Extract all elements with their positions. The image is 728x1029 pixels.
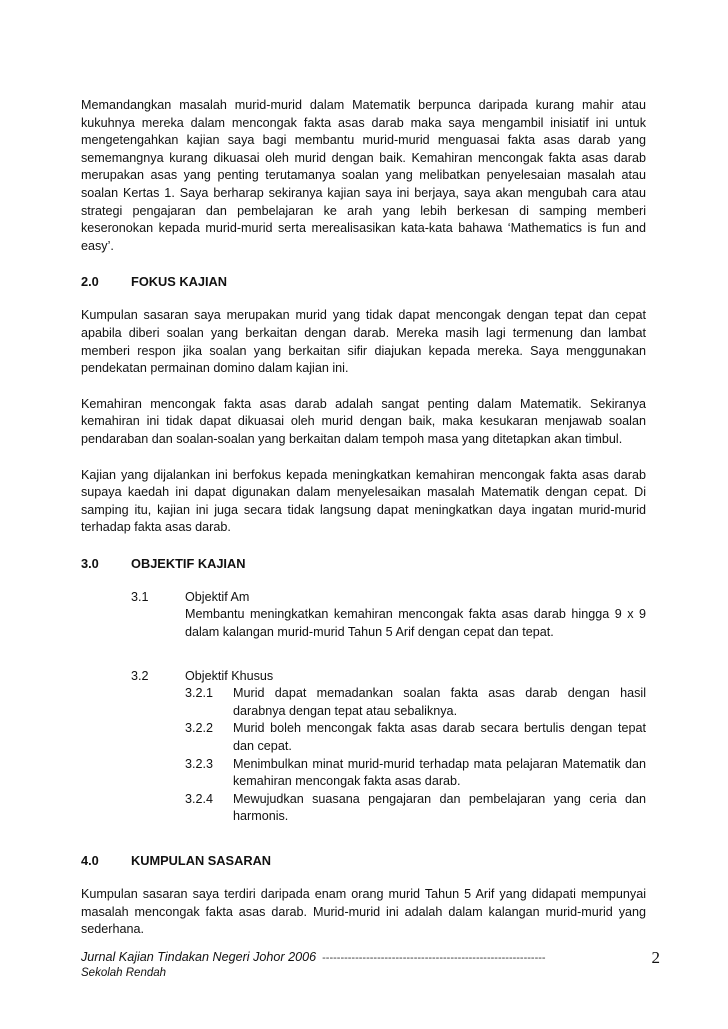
section-4-number: 4.0 [81, 853, 99, 868]
section-4-paragraph: Kumpulan sasaran saya terdiri daripada enam orang murid Tahun 5 Arif yang didapati mempunyai masalah mencongak fakta asas darab. Murid-murid ini adalah dalam kalangan murid-murid yang sederhana. [81, 887, 646, 937]
subsection-3-2 [81, 668, 646, 826]
subsection-3-1-desc: Membantu meningkatkan kemahiran mencongak fakta asas darab hingga 9 x 9 dalam kalangan murid-murid Tahun 5 Arif dengan cepat dan tepat. [185, 607, 646, 640]
objective-text: Murid boleh mencongak fakta asas darab secara bertulis dengan tepat dan cepat. [233, 721, 646, 754]
objective-item [185, 685, 646, 720]
objective-number: 3.2.3 [185, 756, 214, 771]
objective-number: 3.2.1 [185, 686, 214, 701]
section-2-number: 2.0 [81, 274, 99, 290]
subsection-3-2-title: Objektif Khusus [185, 668, 274, 683]
section-2-title: FOKUS KAJIAN [131, 274, 227, 290]
objective-text: Mewujudkan suasana pengajaran dan pembelajaran yang ceria dan harmonis. [233, 791, 646, 824]
section-2-paragraph-2: Kemahiran mencongak fakta asas darab adalah sangat penting dalam Matematik. Sekiranya kemahiran ini tidak dapat dikuasai oleh murid dengan baik, maka kesukaran menjawab soalan pendaraban dan soalan-soalan yang berkaitan dalam tempoh masa yang ditetapkan akan timbul. [81, 396, 646, 446]
subsection-3-2-number: 3.2 [131, 668, 149, 683]
section-3-heading [81, 555, 646, 572]
section-2-paragraph-1: Kumpulan sasaran saya merupakan murid yang tidak dapat mencongak dengan tepat dan cepat apabila diberi soalan yang berkaitan dengan darab. Mereka masih lagi termenung dan lambat memberi respon jika soalan yang berkaitan sifir diajukan kepada mereka. Saya menggunakan pendekatan permainan domino dalam kajian ini. [81, 308, 646, 376]
objective-item [185, 720, 646, 755]
section-2-paragraph-3: Kajian yang dijalankan ini berfokus kepada meningkatkan kemahiran mencongak fakta asas darab supaya kaedah ini dapat digunakan dalam menyelesaikan masalah Matematik dengan cepat. Di samping itu, kajian ini juga secara tidak langsung dapat meningkatkan daya ingatan murid-murid terhadap fakta asas darab. [81, 467, 646, 535]
intro-paragraph: Memandangkan masalah murid-murid dalam Matematik berpunca daripada kurang mahir atau kukuhnya mereka dalam mencongak fakta asas darab maka saya mengambil inisiatif ini untuk mengetengahkan kajian saya bagi membantu murid-murid menguasai fakta asas darab yang sememangnya kurang dikuasai oleh murid dengan baik. Kemahiran mencongak fakta asas darab merupakan asas yang penting terutamanya soalan yang melibatkan penyelesaian masalah atau soalan Kertas 1. Saya berharap sekiranya kajian saya ini berjaya, saya akan mengubah cara atau strategi pengajaran dan pembelajaran ke arah yang lebih berkesan di samping memberi keseronokan kepada murid-murid serta merealisasikan kata-kata bahawa ‘Mathematics is fun and easy’. [81, 98, 646, 253]
section-3-number: 3.0 [81, 555, 99, 571]
page-number: 2 [651, 948, 660, 967]
subsection-3-1 [81, 589, 646, 642]
section-2-heading [81, 273, 646, 290]
objective-number: 3.2.4 [185, 791, 214, 806]
section-4-heading [81, 852, 646, 869]
journal-name: Jurnal Kajian Tindakan Negeri Johor 2006 [81, 950, 317, 964]
footer-dash-rule: ------------------------------------------------------------- [322, 952, 546, 964]
section-3-title: OBJEKTIF KAJIAN [131, 555, 246, 571]
section-4-title: KUMPULAN SASARAN [131, 853, 272, 868]
objective-item [185, 791, 646, 826]
objective-text: Murid dapat memadankan soalan fakta asas darab dengan hasil darabnya dengan tepat atau sebaliknya. [233, 686, 646, 718]
objective-item [185, 756, 646, 791]
objective-text: Menimbulkan minat murid-murid terhadap mata pelajaran Matematik dan kemahiran mencongak fakta asas darab. [233, 756, 646, 789]
subsection-3-1-title: Objektif Am [185, 589, 250, 604]
document-page [81, 97, 646, 939]
subsection-3-1-number: 3.1 [131, 589, 149, 604]
school-level: Sekolah Rendah [81, 967, 167, 979]
objective-number: 3.2.2 [185, 721, 214, 736]
page-footer [81, 950, 666, 979]
